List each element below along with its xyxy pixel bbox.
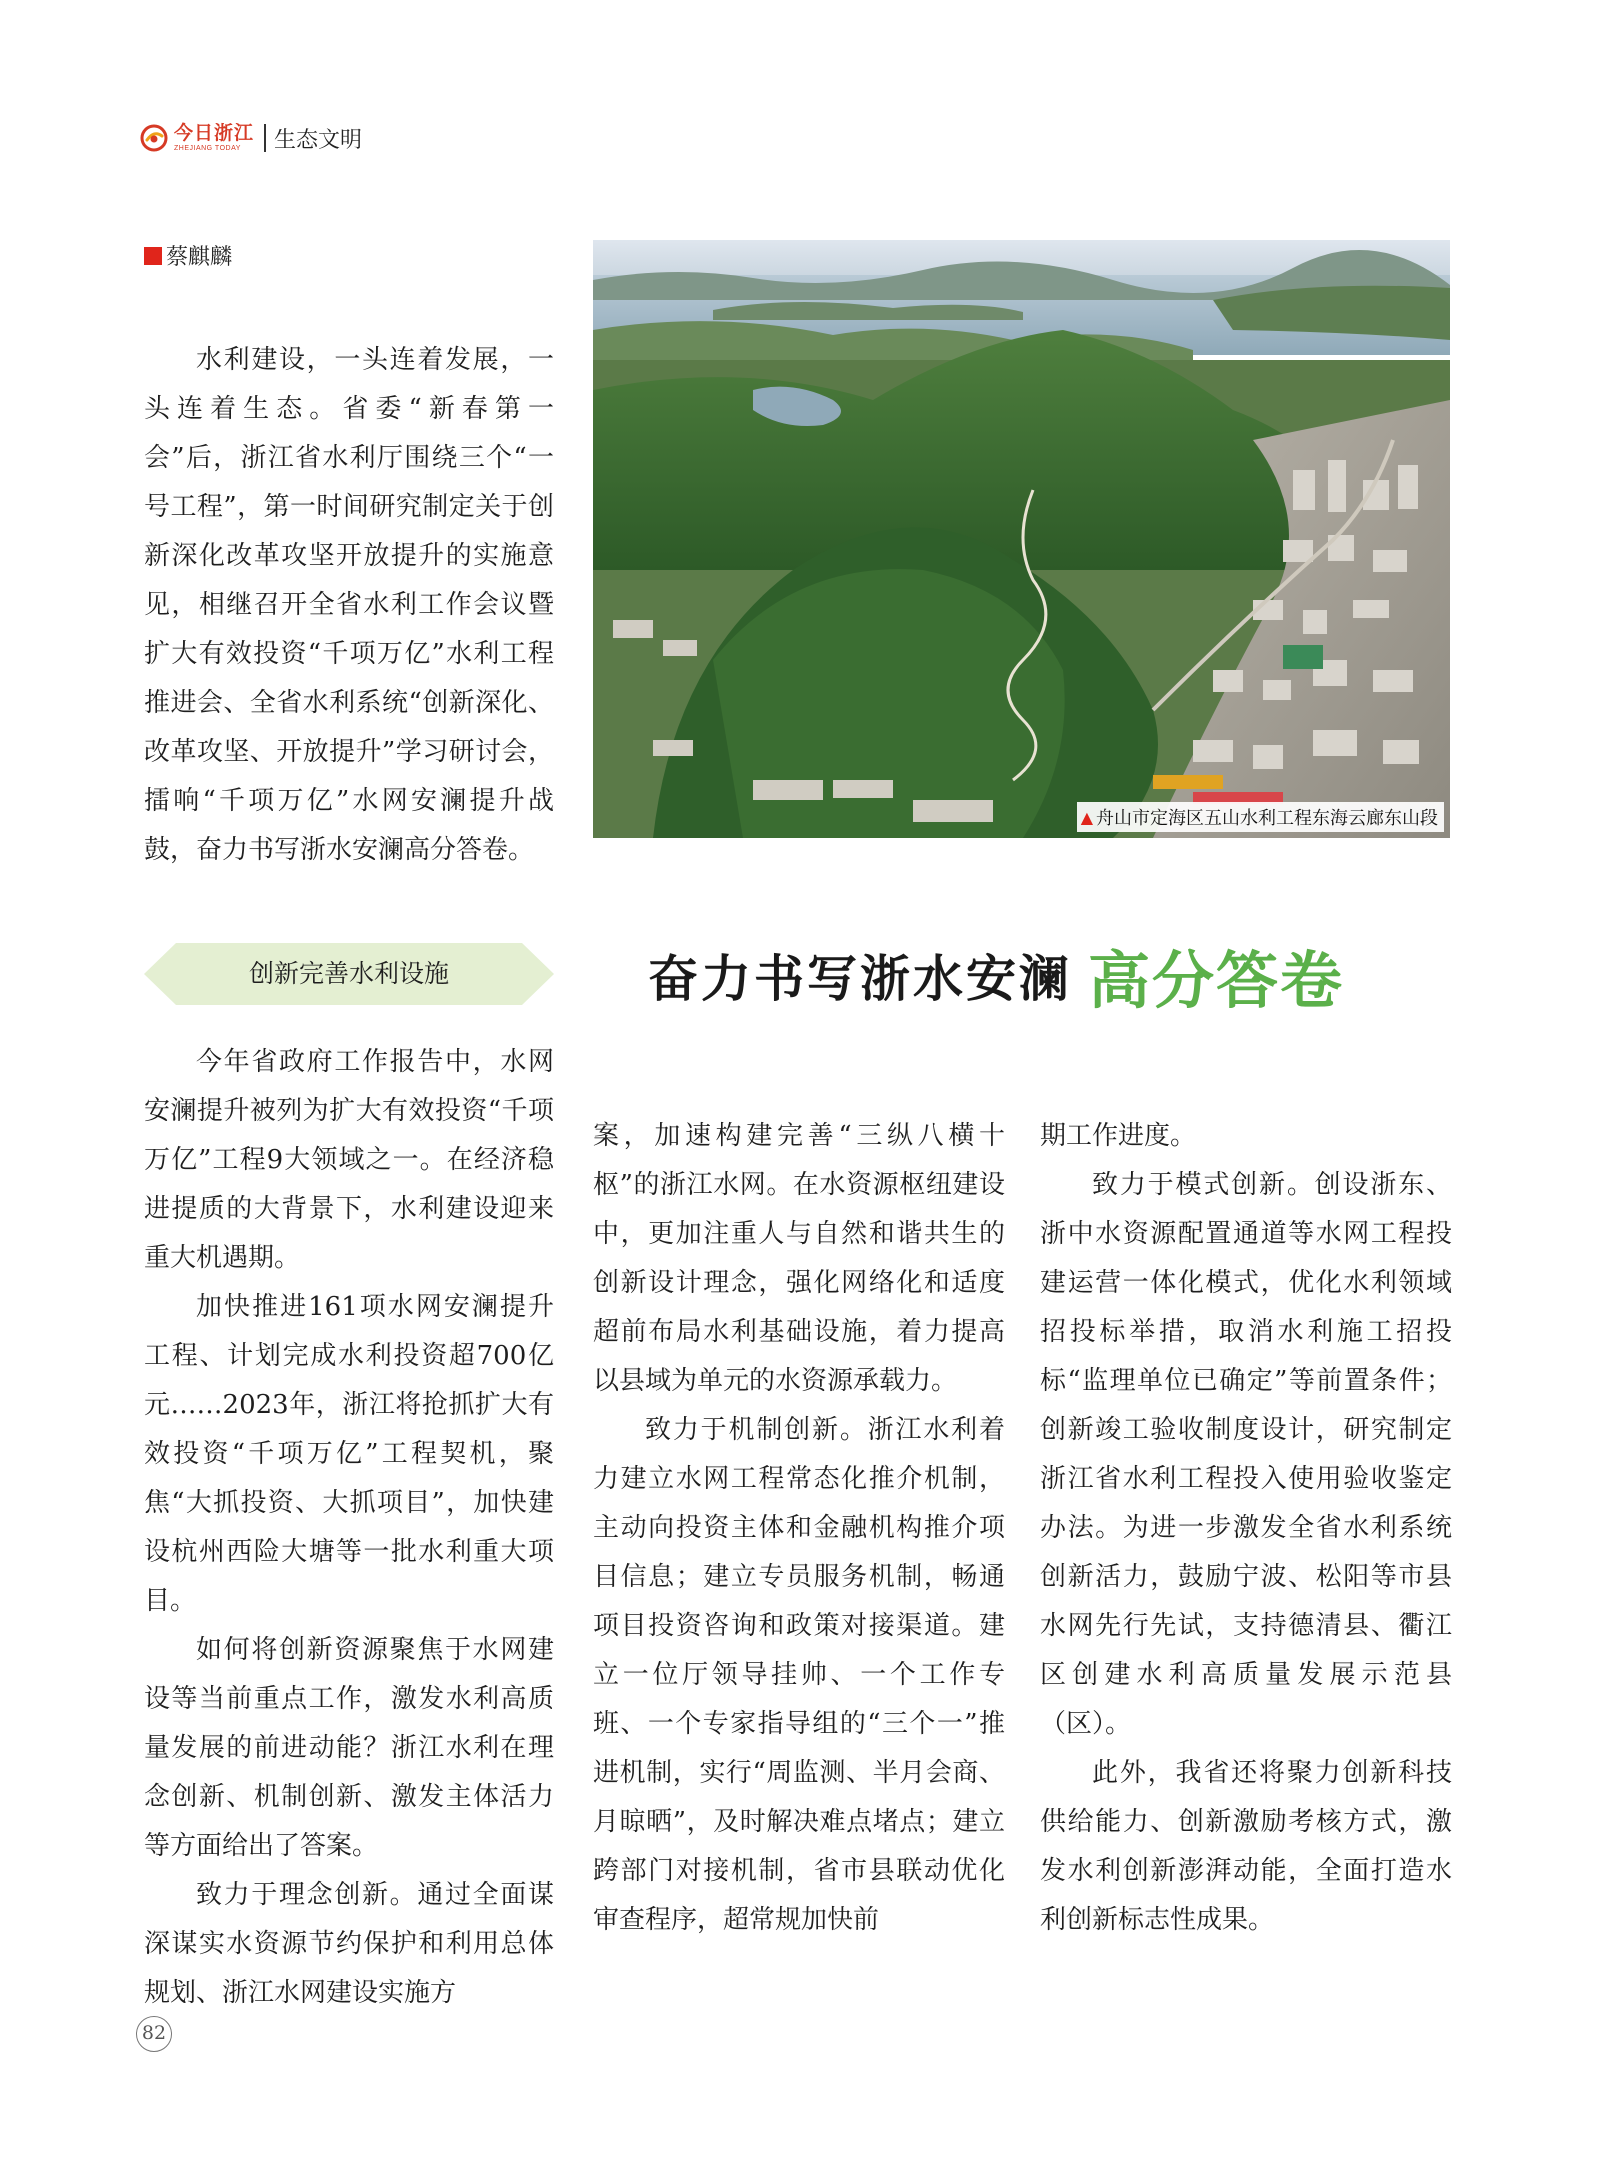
intro-paragraph: 水利建设，一头连着发展，一头连着生态。省委“新春第一会”后，浙江省水利厅围绕三个“一号工程”，第一时间研究制定关于创新深化改革攻坚开放提升的实施意见，相继召开全省水利工作会议暨扩大有效投资“千项万亿”水利工程推进会、全省水利系统“创新深化、改革攻坚、开放提升”学习研讨会，擂响“千项万亿”水网安澜提升战鼓，奋力书写浙水安澜高分答卷。 [144,345,554,865]
body-paragraph: 致力于机制创新。浙江水利着力建立水网工程常态化推介机制，主动向投资主体和金融机构推介项目信息；建立专员服务机制，畅通项目投资咨询和政策对接渠道。建立一位厅领导挂帅、一个工作专班、一个专家指导组的“三个一”推进机制，实行“周监测、半月会商、月晾晒”，及时解决难点堵点；建立跨部门对接机制，省市县联动优化审查程序，超常规加快前 [593,1415,1005,1935]
body-paragraph: 案，加速构建完善“三纵八横十枢”的浙江水网。在水资源枢纽建设中，更加注重人与自然和谐共生的创新设计理念，强化网络化和适度超前布局水利基础设施，着力提高以县域为单元的水资源承载力。 [593,1121,1005,1396]
subheading-banner [144,943,554,1005]
body-paragraph: 期工作进度。 [1040,1121,1197,1151]
subheading-text: 创新完善水利设施 [248,959,449,988]
aerial-photo [593,240,1450,838]
title-accent: 高分答卷 [1088,943,1345,1017]
author-byline [144,240,232,271]
page-number: 82 [136,2016,172,2052]
section-name: 生态文明 [274,127,363,153]
author-name: 蔡麒麟 [166,245,233,270]
body-paragraph: 致力于模式创新。创设浙东、浙中水资源配置通道等水网工程投建运营一体化模式，优化水利领域招投标举措，取消水利施工招投标“监理单位已确定”等前置条件；创新竣工验收制度设计，研究制定浙江省水利工程投入使用验收鉴定办法。为进一步激发全省水利系统创新活力，鼓励宁波、松阳等市县水网先行先试，支持德清县、衢江区创建水利高质量发展示范县（区）。 [1040,1170,1452,1739]
photo-caption [1077,802,1444,832]
header-divider [264,124,266,152]
body-paragraph: 致力于理念创新。通过全面谋深谋实水资源节约保护和利用总体规划、浙江水网建设实施方 [144,1880,554,2008]
body-column-2 [593,1112,1005,1945]
title-main: 奋力书写浙水安澜 [648,949,1072,1008]
body-paragraph: 今年省政府工作报告中，水网安澜提升被列为扩大有效投资“千项万亿”工程9大领域之一。在经济稳进提质的大背景下，水利建设迎来重大机遇期。 [144,1047,554,1273]
body-paragraph: 如何将创新资源聚焦于水网建设等当前重点工作，激发水利高质量发展的前进动能？浙江水利在理念创新、机制创新、激发主体活力等方面给出了答案。 [144,1635,554,1861]
logo-wordmark [174,124,254,152]
logo-english-text: ZHEJIANG TODAY [174,145,241,152]
body-column-3 [1040,1112,1452,1945]
body-column-1 [144,1038,554,2018]
masthead [140,118,362,158]
article-title [648,930,1344,1020]
intro-paragraph-block [144,336,554,875]
body-paragraph: 此外，我省还将聚力创新科技供给能力、创新激励考核方式，激发水利创新澎湃动能，全面打造水利创新标志性成果。 [1040,1758,1452,1935]
aerial-photo-illustration [593,240,1450,838]
caption-triangle-icon: ▲ [1080,807,1093,827]
photo-caption-text: 舟山市定海区五山水利工程东海云廊东山段 [1096,808,1438,829]
zhejiang-today-logo-icon [140,124,168,152]
body-paragraph: 加快推进161项水网安澜提升工程、计划完成水利投资超700亿元……2023年，浙江将抢抓扩大有效投资“千项万亿”工程契机，聚焦“大抓投资、大抓项目”，加快建设杭州西险大塘等一批水利重大项目。 [144,1292,554,1616]
logo-chinese-text: 今日浙江 [174,122,255,144]
author-square-icon [144,247,162,265]
